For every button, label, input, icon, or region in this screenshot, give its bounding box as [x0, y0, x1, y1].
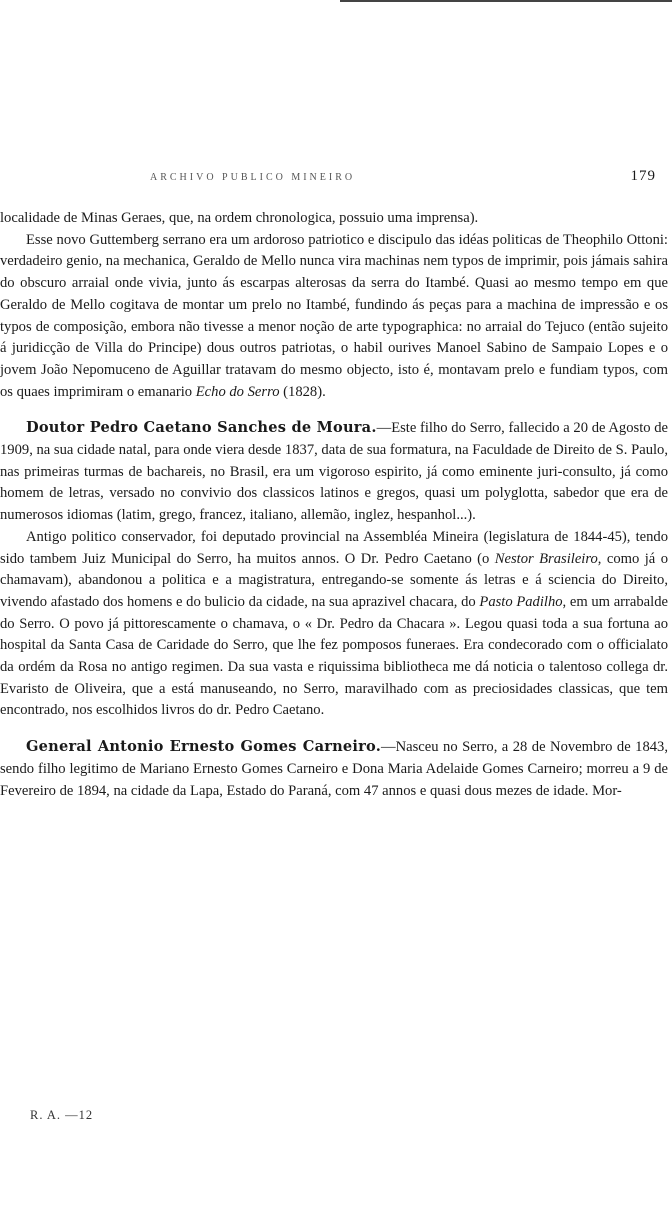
entry-moura-paragraph-1: Doutor Pedro Caetano Sanches de Moura.—Este filho do Serro, fallecido a 20 de Agosto de 1909, na sua cidade natal, para onde viera desde 1837, data de sua formatura, na Faculdade de Direito de S. Paulo, nas primeiras turmas de bachareis, no Brasil, era um vigoroso espirito, já como eminente juri-consulto, já como homem de letras, versado no convivio dos classicos latinos e gregos, quasi um polyglotta, sabedor que era de numerosos idiomas (latim, grego, francez, italiano, allemão, inglez, hespanhol...).	[0, 419, 669, 524]
nickname-italic: Nestor Brasileiro	[494, 550, 598, 567]
page-number: 179	[630, 168, 656, 184]
text-column	[0, 208, 668, 802]
place-italic: Pasto Padilho	[479, 593, 563, 610]
entry-heading-carneiro: General Antonio Ernesto Gomes Carneiro.	[26, 738, 382, 756]
running-head	[0, 168, 660, 188]
intro-paragraph-1: localidade de Minas Geraes, que, na ordem chronologica, possuio uma imprensa).	[0, 210, 479, 226]
newspaper-title: Echo do Serro	[195, 383, 280, 400]
page-top-rule	[340, 0, 672, 2]
running-title: ARCHIVO PUBLICO MINEIRO	[150, 172, 356, 183]
intro-paragraph-2: Esse novo Guttemberg serrano era um ardoroso patriotico e discipulo das idéas politicas de Theophilo Ottoni: verdadeiro genio, na mechanica, Geraldo de Mello nunca vira machinas nem typos de imprimir, pois jámais sahira do obscuro arraial onde vivia, junto ás escarpas alterosas da serra do Itambé. Quasi ao mesmo tempo em que Geraldo de Mello cogitava de montar um prelo no Itambé, fundindo ás peças para a machina de impressão e os typos de composição, embora não tivesse a menor noção de arte typographica: no arraial do Tejuco (então sujeito á juridicção de Villa do Principe) dous outros patriotas, o habil ourives Manoel Sabino de Sampaio Lopes e o jovem João Nepomuceno de Aguillar tratavam do mesmo objecto, isto é, montavam prelo e fundiam typos, com os quaes imprimiram o emanario Echo do Serro (1828).	[0, 231, 668, 400]
entry-carneiro-paragraph-1: General Antonio Ernesto Gomes Carneiro.—Nasceu no Serro, a 28 de Novembro de 1843, sendo filho legitimo de Mariano Ernesto Gomes Carneiro e Dona Maria Adelaide Gomes Carneiro; morreu a 9 de Fevereiro de 1894, na cidade da Lapa, Estado do Paraná, com 47 annos e quasi dous mezes de idade. Mor-	[0, 738, 668, 799]
entry-moura-paragraph-2: Antigo politico conservador, foi deputado provincial na Assembléa Mineira (legislatura de 1844-45), tendo sido tambem Juiz Municipal do Serro, ha muitos annos. O Dr. Pedro Caetano (o Nestor Brasileiro, como já o chamavam), abandonou a politica e a magistratura, entregando-se somente ás letras e á sciencia do Direito, vivendo afastado dos homens e do bulicio da cidade, na sua aprazivel chacara, do Pasto Padilho, em um arrabalde do Serro. O povo já pittorescamente o chamava, o « Dr. Pedro da Chacara ». Legou quasi toda a sua fortuna ao hospital da Santa Casa de Caridade do Serro, que lhe fez pomposos funeraes. Era condecorado com o officialato da ordém da Rosa no antigo regimen. Da sua vasta e riquissima bibliotheca me dá noticia o talentoso collega dr. Evaristo de Oliveira, que a está manuseando, no Serro, maravilhado com as preciosidades classicas, que tem encontrado, nos escolhidos livros do dr. Pedro Caetano.	[0, 528, 669, 719]
entry-heading-moura: Doutor Pedro Caetano Sanches de Moura.	[26, 419, 377, 437]
signature-mark: R. A. —12	[30, 1108, 94, 1122]
